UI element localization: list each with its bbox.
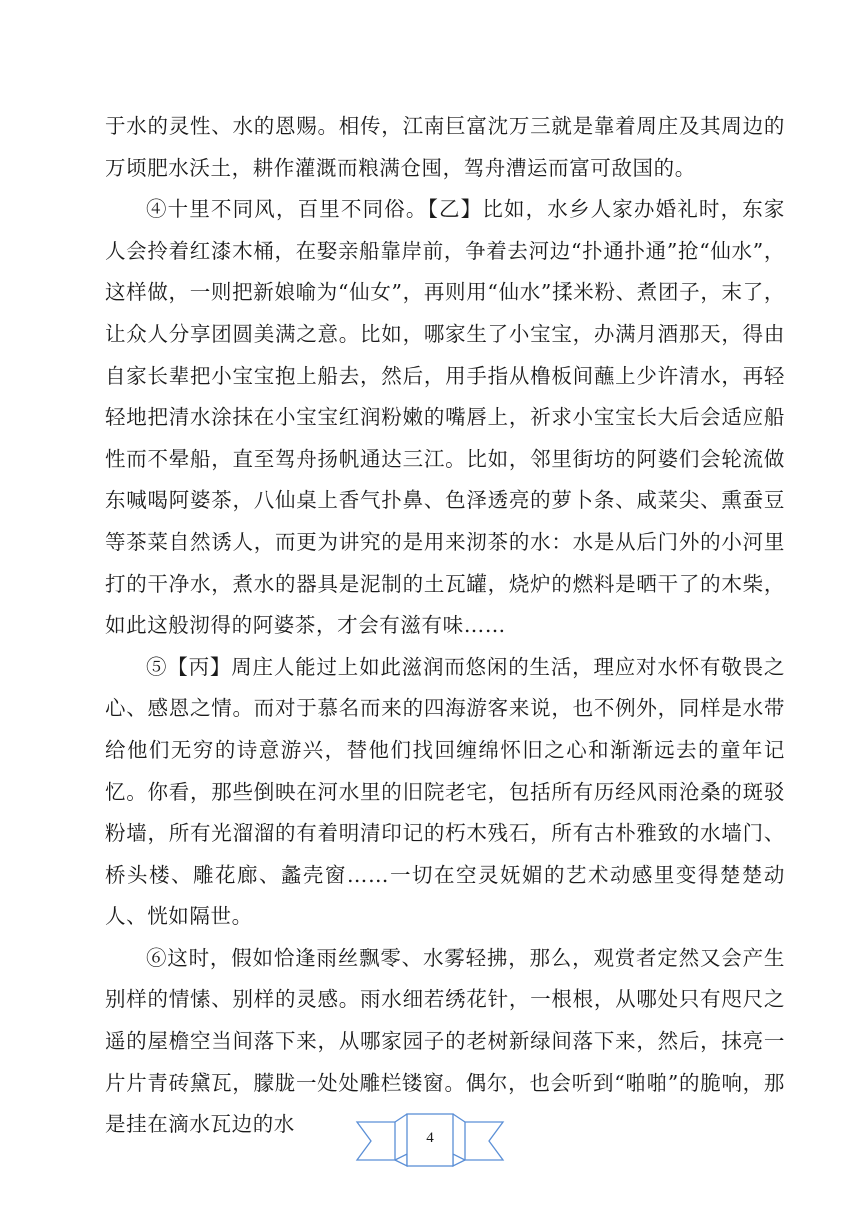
paragraph-6: ⑥这时，假如恰逢雨丝飘零、水雾轻拂，那么，观赏者定然又会产生别样的情愫、别样的灵感。雨水细若绣花针，一根根，从哪处只有咫尺之遥的屋檐空当间落下来，从哪家园子的老树新绿间落下来，然后，抹亮一片片青砖黛瓦，朦胧一处处雕栏镂窗。偶尔，也会听到“啪啪”的脆响，那是挂在滴水瓦边的水 xyxy=(105,945,785,1137)
paragraph-4: ④十里不同风，百里不同俗。【乙】比如，水乡人家办婚礼时，东家人会拎着红漆木桶，在娶亲船靠岸前，争着去河边“扑通扑通”抢“仙水”，这样做，一则把新娘喻为“仙女”，再则用“仙水”揉米粉、煮团子，末了，让众人分享团圆美满之意。比如，哪家生了小宝宝，办满月酒那天，得由自家长辈把小宝宝抱上船去，然后，用手指从橹板间蘸上少许清水，再轻轻地把清水涂抹在小宝宝红润粉嫩的嘴唇上，祈求小宝宝长大后会适应船性而不晕船，直至驾舟扬帆通达三江。比如，邻里街坊的阿婆们会轮流做东喊喝阿婆茶，八仙桌上香气扑鼻、色泽透亮的萝卜条、咸菜尖、熏蚕豆等茶菜自然诱人，而更为讲究的是用来沏茶的水：水是从后门外的小河里打的干净水，煮水的器具是泥制的土瓦罐，烧炉的燃料是晒干了的木柴，如此这般沏得的阿婆茶，才会有滋有味…… xyxy=(105,197,785,638)
paragraph-continued: 于水的灵性、水的恩赐。相传，江南巨富沈万三就是靠着周庄及其周边的万顷肥水沃土，耕作灌溉而粮满仓囤，驾舟漕运而富可敌国的。 xyxy=(105,114,785,180)
body-text xyxy=(105,106,785,1146)
page-number: 4 xyxy=(426,1129,434,1146)
page-number-banner xyxy=(355,1108,505,1172)
paragraph-5: ⑤【丙】周庄人能过上如此滋润而悠闲的生活，理应对水怀有敬畏之心、感恩之情。而对于慕名而来的四海游客来说，也不例外，同样是水带给他们无穷的诗意游兴，替他们找回缠绵怀旧之心和渐渐远去的童年记忆。你看，那些倒映在河水里的旧院老宅，包括所有历经风雨沧桑的斑驳粉墙，所有光溜溜的有着明清印记的朽木残石，所有古朴雅致的水墙门、桥头楼、雕花廊、蠡壳窗……一切在空灵妩媚的艺术动感里变得楚楚动人、恍如隔世。 xyxy=(105,654,785,929)
